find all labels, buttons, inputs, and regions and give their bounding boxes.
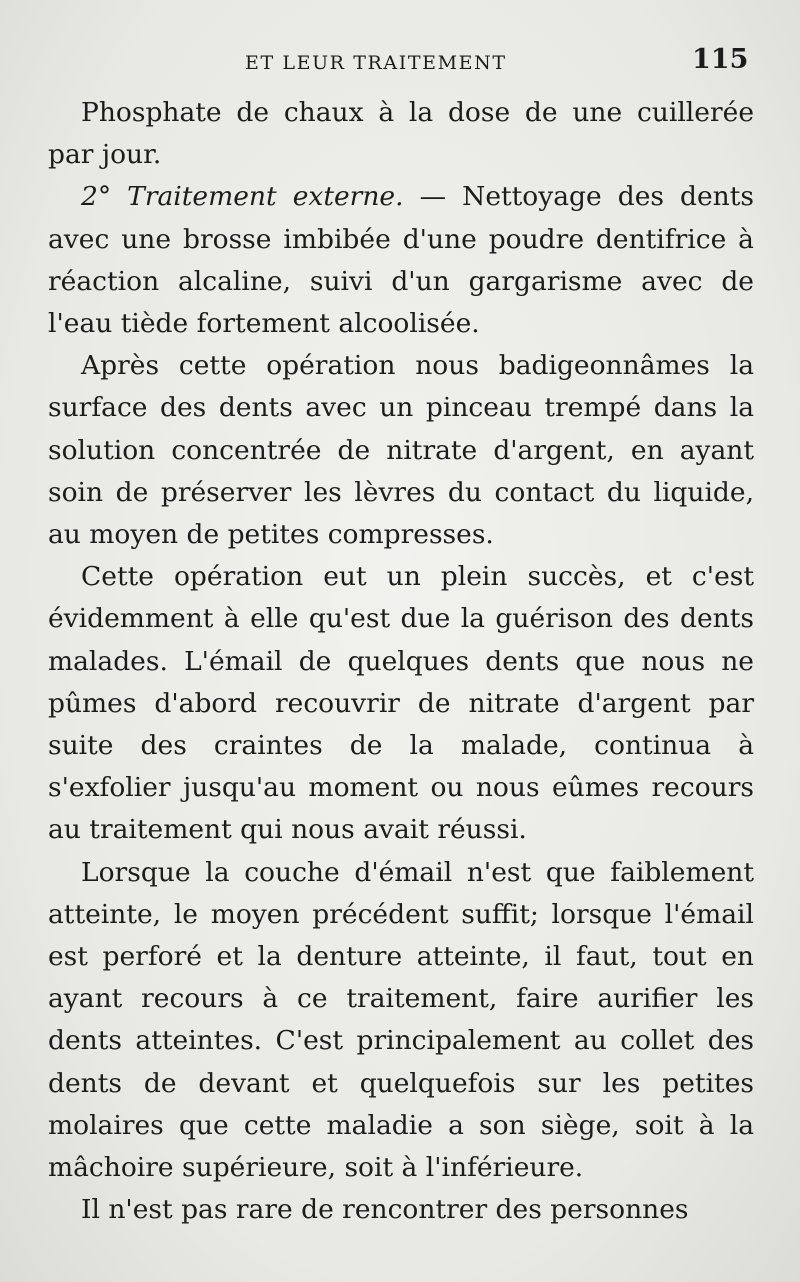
running-title: ET LEUR TRAITEMENT	[245, 52, 507, 74]
page-number: 115	[692, 44, 749, 75]
paragraph-couche-email	[48, 852, 754, 1190]
paragraph-text: Cette opération eut un plein succès, et c'est évidemment à elle qu'est due la guérison des dents malades. L'émail de quelques dents que nous ne pûmes d'abord recouvrir de nitrate d'argent par suite des craintes de la malade, continua à s'exfolier jusqu'au moment ou nous eûmes recours au traitement qui nous avait réussi.	[48, 561, 754, 846]
paragraph-text: Lorsque la couche d'émail n'est que faiblement atteinte, le moyen précédent suffit; lorsque l'émail est perforé et la denture atteinte, il faut, tout en ayant recours à ce traitement, faire aurifier les dents atteintes. C'est principalement au collet des dents de devant et quelquefois sur les petites molaires que cette maladie a son siège, soit à la mâchoire supérieure, soit à l'inférieure.	[48, 856, 754, 1184]
paragraph-succes	[48, 556, 754, 851]
paragraph-phosphate	[48, 92, 754, 176]
paragraph-text: Phosphate de chaux à la dose de une cuillerée par jour.	[48, 97, 754, 171]
section-label: 2° Traitement externe.	[81, 181, 404, 213]
paragraph-text: — Nettoyage des dents avec une brosse imbibée d'une poudre dentifrice à réaction alcaline, suivi d'un gargarisme avec de l'eau tiède fortement alcoolisée.	[48, 181, 754, 340]
paragraph-text: Après cette opération nous badigeonnâmes la surface des dents avec un pinceau trempé dans la solution concentrée de nitrate d'argent, en ayant soin de préserver les lèvres du contact du liquide, au moyen de petites compresses.	[48, 350, 754, 551]
paragraph-traitement-externe	[48, 176, 754, 345]
paragraph-apres-operation	[48, 345, 754, 556]
paragraph-text: Il n'est pas rare de rencontrer des personnes	[81, 1194, 689, 1226]
paragraph-pas-rare	[48, 1189, 754, 1231]
body-text	[48, 92, 754, 1231]
running-head	[0, 44, 800, 84]
